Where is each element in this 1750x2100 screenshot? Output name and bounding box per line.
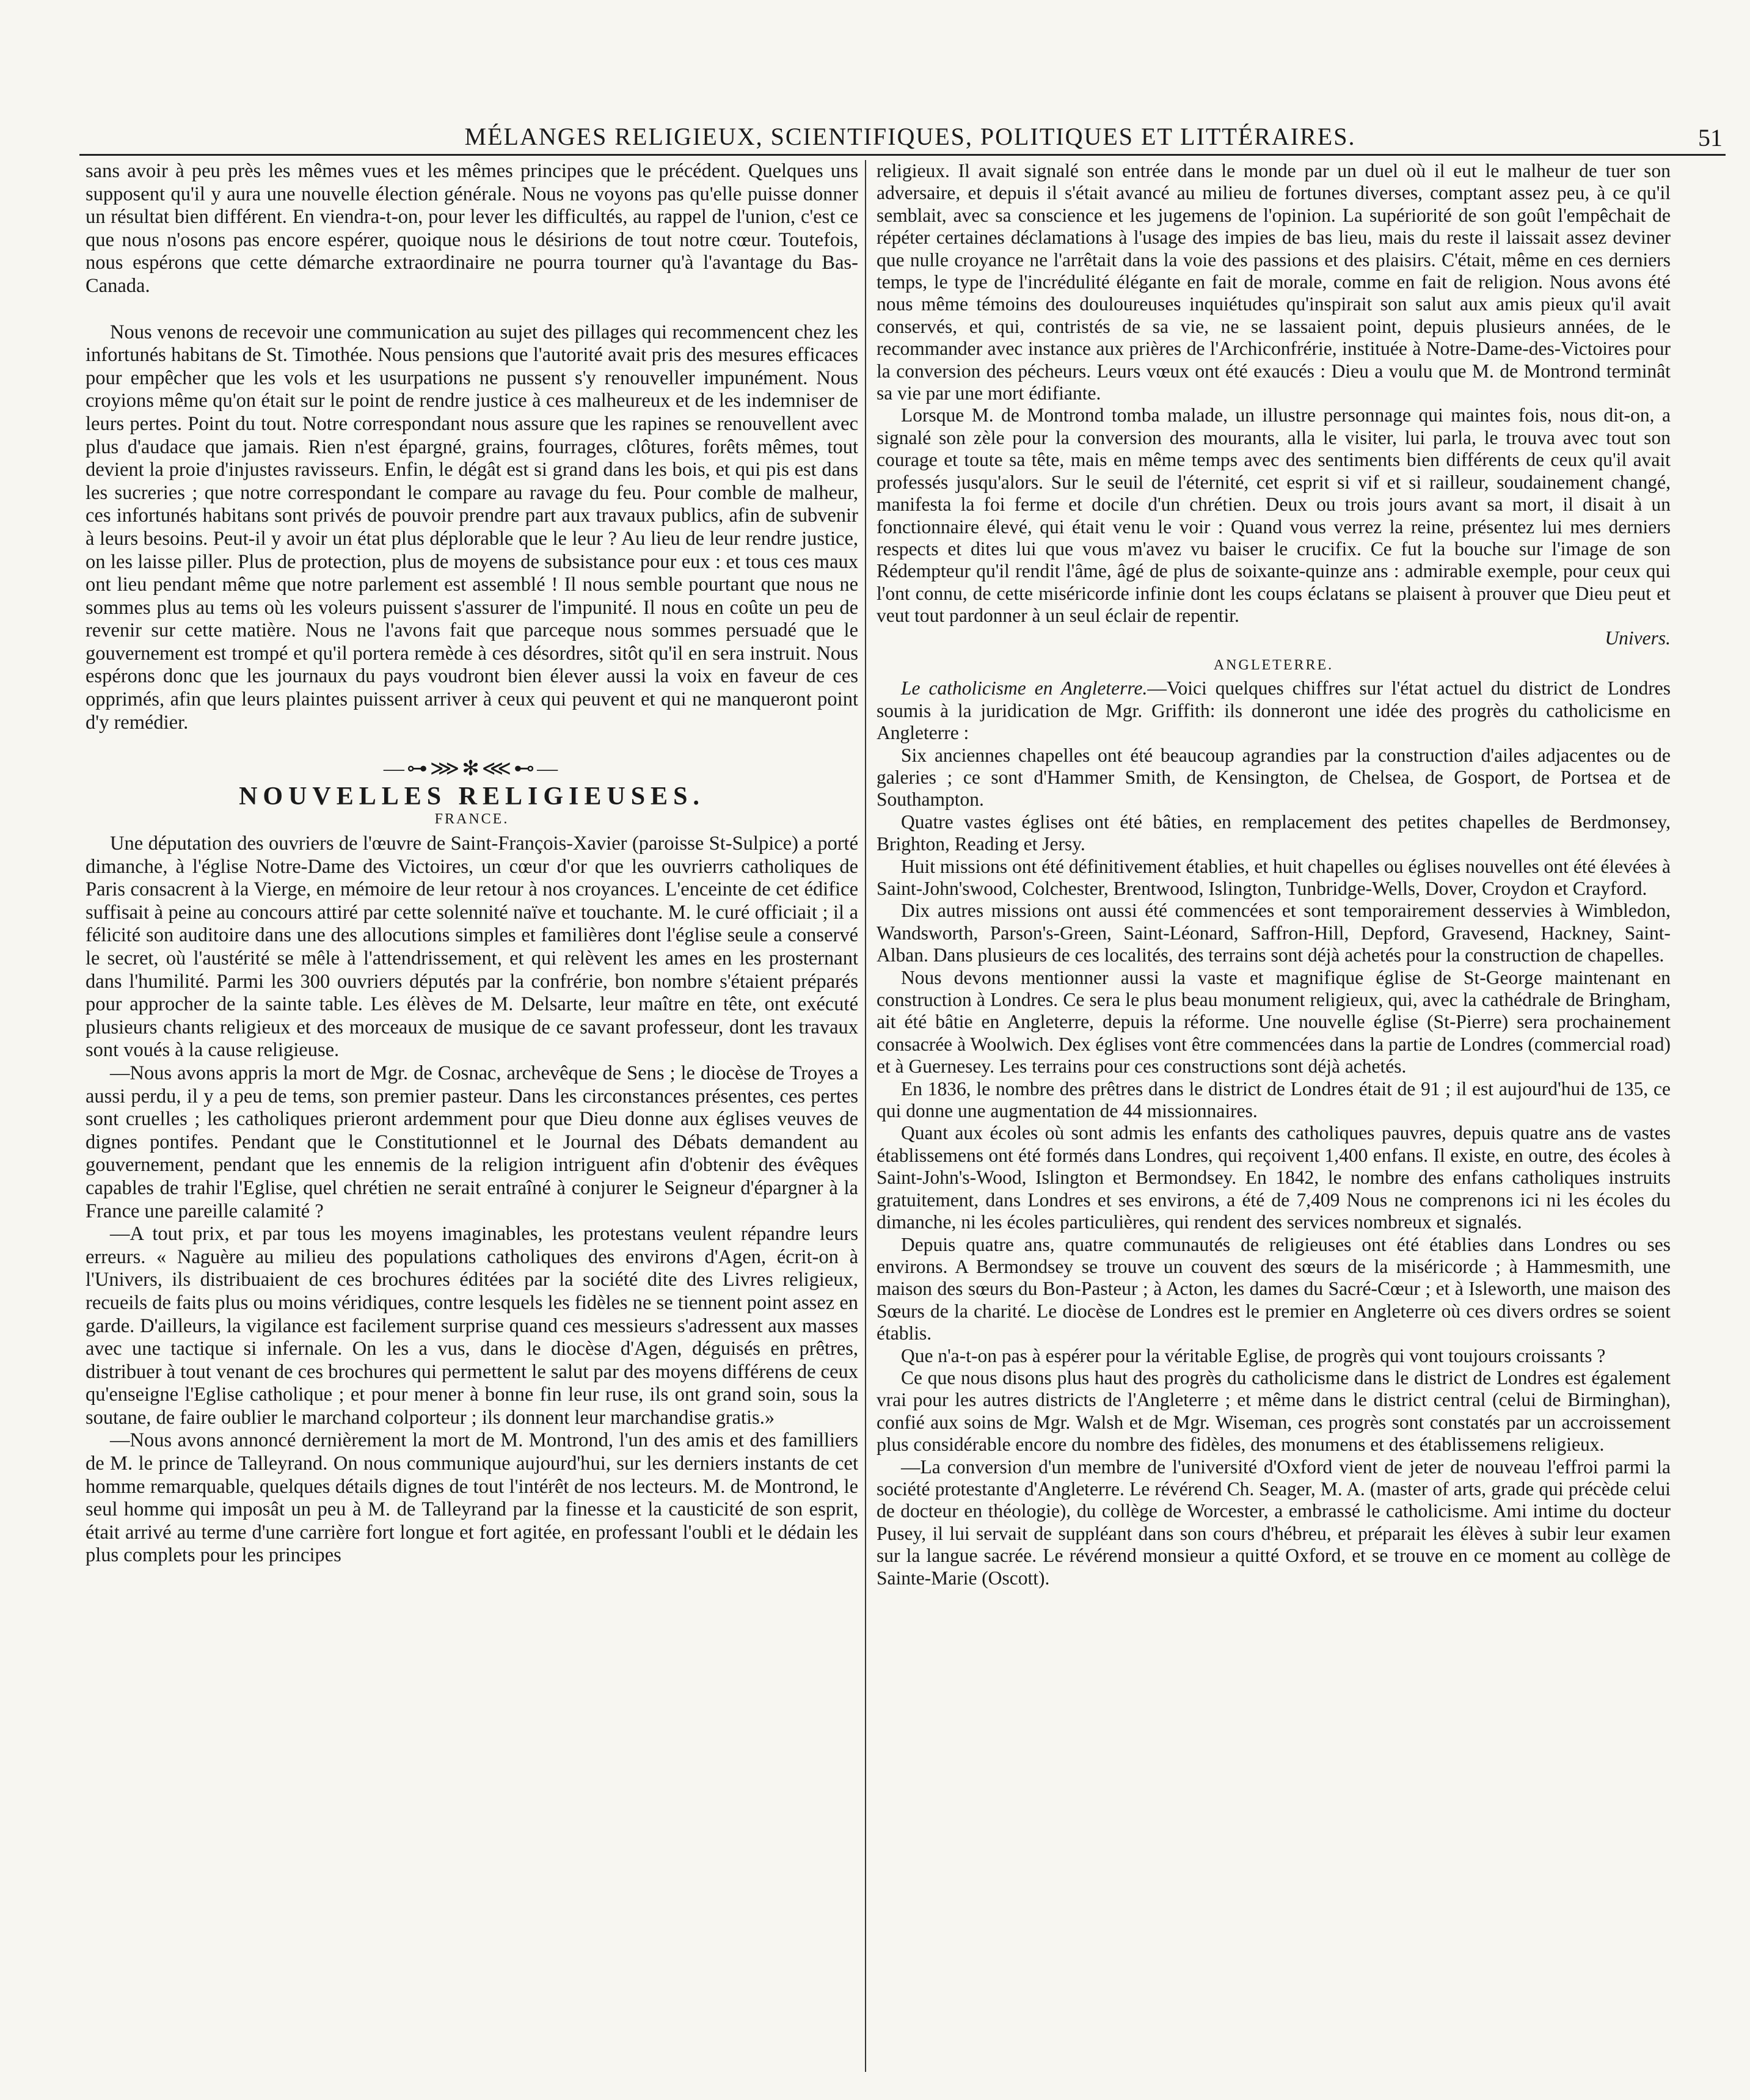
paragraph-esperer: Que n'a-t-on pas à espérer pour la véritable Eglise, de progrès qui vont toujours croissants ?: [901, 1344, 1606, 1366]
paragraph-chapelles: Six anciennes chapelles ont été beaucoup agrandies par la construction d'ailes adjacentes ou de galeries ; ce sont d'Hammer Smith, de Kensington, de Chelsea, de Gosport, de Portsea et de Southampton.: [877, 744, 1671, 811]
paragraph-missions: Huit missions ont été définitivement établies, et huit chapelles ou églises nouvelles ont été élevées à Saint-John'swood, Colchester, Brentwood, Islington, Tunbridge-Wells, Dover, Croydon et Crayford.: [877, 855, 1671, 899]
page-number: 51: [1698, 124, 1723, 151]
paragraph-communautes: Depuis quatre ans, quatre communautés de religieuses ont été établies dans Londres ou ses environs. A Bermondsey se trouve un couvent des sœurs de la miséricorde ; à Hammesmith, une maison des sœurs du Bon-Pasteur ; à Acton, les dames du Sacré-Cœur ; et à Isleworth, une maison des Sœurs de la charité. Le diocèse de Londres est le premier en Angleterre où ces divers ordres se soient établis.: [877, 1233, 1671, 1344]
section-title-nouvelles: NOUVELLES RELIGIEUSES.: [239, 782, 705, 811]
paragraph-deputation: Une députation des ouvriers de l'œuvre de Saint-François-Xavier (paroisse St-Sulpice) a porté dimanche, à l'église Notre-Dame des Victoires, un cœur d'or que les ouvrierrs catholiques de Paris consacrent à la Vierge, en mémoire de leur retour à nos croyances. L'enceinte de cet édifice suffisait à peine au concours attiré par cette solennité naïve et touchante. M. le curé officiait ; il a félicité son auditoire dans une des allocutions simples et familières dont l'église seule a conservé le secret, où l'austérité se mêle à l'attendrissement, et qui relèvent les ames en les prosternant dans l'humilité. Parmi les 300 ouvriers députés par la confrérie, bon nombre s'étaient préparés pour approcher de la sainte table. Les élèves de M. Delsarte, leur maître en tête, ont exécuté plusieurs chants religieux et des morceaux de musique de ce savant professeur, dont les travaux sont voués à la cause religieuse.: [86, 833, 858, 1062]
paragraph-montrond-death: Lorsque M. de Montrond tomba malade, un illustre personnage qui maintes fois, nous dit-on, a signalé son zèle pour la conversion des mourants, alla le visiter, lui parla, le trouva avec tout son courage et toute sa tête, mais en même temps avec des sentiments bien différents de ceux qu'il avait professés jusqu'alors. Sur le seuil de l'éternité, cet esprit si vif et si railleur, soudainement changé, manifesta la foi ferme et docile d'un chrétien. Deux ou trois jours avant sa mort, il disait à un fonctionnaire élevé, qui était venu le voir : Quand vous verrez la reine, présentez lui mes derniers respects et dites lui que vous m'avez vu baiser le crucifix. Ce fut la bouche sur l'image de son Rédempteur qu'il rendit l'âme, âgé de plus de soixante-quinze ans : admirable exemple, pour ceux qui l'ont connu, de cette miséricorde infinie dont les coups éclatans se plaisent à prouver que Dieu peut et veut tout pardonner à un seul éclair de repentir.: [877, 404, 1671, 627]
paragraph-montrond-cont: religieux. Il avait signalé son entrée dans le monde par un duel où il eut le malheur de tuer son adversaire, et depuis il s'était avancé au milieu de fortunes diverses, comptant assez peu, à ce qu'il semblait, avec sa conscience et les jugemens de l'opinion. La supériorité de son goût l'empêchait de répéter certaines déclamations à l'usage des impies de bas lieu, mais du reste il laissait assez deviner que nulle croyance ne l'arrêtait dans la voie des passions et des plaisirs. C'était, même en ces derniers temps, le type de l'incrédulité élégante en fait de morale, comme en fait de religion. Nous avons été nous même témoins des douloureuses inquiétudes qu'inspirait son salut aux amis pieux qu'il avait conservés, et qui, contristés de sa vie, ne se lassaient point, depuis plusieurs années, de le recommander avec instance aux prières de l'Archiconfrérie, instituée à Notre-Dame-des-Victoires pour la conversion des pécheurs. Leurs vœux ont été exaucés : Dieu a voulu que M. de Montrond terminât sa vie par une mort édifiante.: [877, 160, 1671, 404]
header-rule: [79, 154, 1726, 156]
paragraph-oxford: —La conversion d'un membre de l'université d'Oxford vient de jeter de nouveau l'effroi parmi la société protestante d'Angleterre. Le révérend Ch. Seager, M. A. (master of arts, grade qui précède celui de docteur en théologie), du collège de Worcester, a embrassé le catholicisme. Ami intime du docteur Pusey, il lui servait de suppléant dans son cours d'hébreu, et préparait les élèves à subir leur examen sur la langue sacrée. Le révérend monsieur a quitté Oxford, et se trouve en ce moment au collège de Sainte-Marie (Oscott).: [877, 1456, 1671, 1589]
article-title: Le catholicisme en Angleterre.: [901, 677, 1148, 699]
article-intro-text: —Voici quelques chiffres sur l'état actuel du district de Londres soumis à la juridication de Mgr. Griffith: ils donneront une idée des progrès du catholicisme en Angleterre :: [877, 677, 1671, 744]
left-column: [86, 160, 858, 2072]
paragraph-protestans: —A tout prix, et par tous les moyens imaginables, les protestans veulent répandre leurs erreurs. « Naguère au milieu des populations catholiques des environs d'Agen, écrit-on à l'Univers, ils distribuaient de ces brochures éditées par la société dite des Livres religieux, recueils de faits plus ou moins véridiques, contre lesquels les fidèles ne se tiennent point assez en garde. D'ailleurs, la vigilance est facilement surprise quand ces messieurs s'adressent aux masses avec une tactique si infernale. On les a vus, dans le diocèse d'Agen, déguisés en prêtres, distribuer à tout venant de ces brochures qui permettent le salut par des moyens différens de ceux qu'enseigne l'Eglise catholique ; et pour mener à bonne fin leur ruse, ils ont grand soin, sous la soutane, de faire oublier le marchand colporteur ; ils donnent leur marchandise gratis.»: [86, 1223, 858, 1429]
ornament-divider: —⊶⋙✻⋘⊷—: [383, 757, 561, 781]
column-divider: [865, 160, 866, 2072]
paragraph-ecoles: Quant aux écoles où sont admis les enfants des catholiques pauvres, depuis quatre ans de vastes établissemens ont été formés dans Londres, qui reçoivent 1,400 enfans. Il existe, en outre, des écoles à Saint-John's-Wood, Islington et Bermondsey. En 1842, le nombre des enfans catholiques instruits gratuitement, dans Londres et ses environs, a été de 7,409 Nous ne comprenons ici ni les écoles du dimanche, ni les écoles particulières, qui rendent des services nombreux et signalés.: [877, 1122, 1671, 1233]
section-subtitle-angleterre: ANGLETERRE.: [1213, 657, 1334, 673]
source-signature: Univers.: [1605, 627, 1671, 649]
paragraph-catholicisme-intro: [877, 677, 1671, 744]
paragraph-eglises: Quatre vastes églises ont été bâties, en remplacement des petites chapelles de Berdmonsey, Brighton, Reading et Jersy.: [877, 811, 1671, 855]
right-column: [877, 160, 1671, 2072]
paragraph-st-george: Nous devons mentionner aussi la vaste et magnifique église de St-George maintenant en construction à Londres. Ce sera le plus beau monument religieux, qui, avec la cathédrale de Bringham, ait été bâtie en Angleterre, depuis la réforme. Une nouvelle église (St-Pierre) sera prochainement consacrée à Woolwich. Dex églises vont être commencées dans la partie de Londres (commercial road) et à Guernesey. Les terrains pour ces constructions sont déjà achetés.: [877, 966, 1671, 1077]
running-title: MÉLANGES RELIGIEUX, SCIENTIFIQUES, POLITIQUES ET LITTÉRAIRES.: [464, 123, 1356, 150]
paragraph-autres-missions: Dix autres missions ont aussi été commencées et sont temporairement desservies à Wimbledon, Wandsworth, Parson's-Green, Saint-Léonard, Saffron-Hill, Depford, Gravesend, Hackney, Saint-Alban. Dans plusieurs de ces localités, des terrains sont déjà achetés pour la construction de chapelles.: [877, 900, 1671, 966]
paragraph-st-timothee: Nous venons de recevoir une communication au sujet des pillages qui recommencent chez les infortunés habitans de St. Timothée. Nous pensions que l'autorité avait pris des mesures efficaces pour empêcher que les vols et les usurpations ne pussent s'y renouveller impunément. Nous croyions même qu'on était sur le point de rendre justice à ces malheureux et de les indemniser de leurs pertes. Point du tout. Notre correspondant nous assure que les rapines se renouvellent avec plus d'audace que jamais. Rien n'est épargné, grains, fourrages, clôtures, forêts mêmes, tout devient la proie d'injustes ravisseurs. Enfin, le dégât est si grand dans les bois, et qui pis est dans les sucreries ; que notre correspondant le compare au ravage du feu. Pour comble de malheur, ces infortunés habitans sont privés de pouvoir prendre part aux travaux publics, afin de subvenir à leurs besoins. Peut-il y avoir un état plus déplorable que le leur ? Au lieu de leur rendre justice, on les laisse piller. Plus de protection, plus de moyens de subsistance pour eux : et tous ces maux ont lieu pendant même que notre parlement est assemblé ! Il nous semble pourtant que nous ne sommes plus au tems où les voleurs puissent s'assurer de l'impunité. Il nous en coûte un peu de revenir sur cette matière. Nous ne l'avons fait que parceque nous sommes persuadé que le gouvernement est trompé et qu'il portera remède à ces désordres, sitôt qu'il en sera instruit. Nous espérons donc que les journaux du pays voudront bien élever aussi la voix en faveur de ces opprimés, afin que leurs plaintes puissent arriver à ceux qui peuvent et qui ne manqueront point d'y remédier.: [86, 321, 858, 734]
paragraph-canada-election: sans avoir à peu près les mêmes vues et les mêmes principes que le précédent. Quelques uns supposent qu'il y aura une nouvelle élection générale. Nous ne voyons pas qu'elle puisse donner un résultat bien différent. En viendra-t-on, pour lever les difficultés, au rappel de l'union, c'est ce que nous n'osons pas encore espérer, quoique nous le désirions de tout notre cœur. Toutefois, nous espérons que cette démarche extraordinaire ne pourra tourner qu'à l'avantage du Bas-Canada.: [86, 160, 858, 297]
paragraph-montrond: —Nous avons annoncé dernièrement la mort de M. Montrond, l'un des amis et des familliers de M. le prince de Talleyrand. On nous communique aujourd'hui, sur les derniers instants de cet homme remarquable, quelques détails dignes de tout l'intérêt de nos lecteurs. M. de Montrond, le seul homme qui imposât un peu à M. de Talleyrand par la finesse et la causticité de son esprit, était arrivé au terme d'une carrière fort longue et fort agitée, en professant l'oubli et le dédain les plus complets pour les principes: [86, 1429, 858, 1567]
section-subtitle-france: FRANCE.: [434, 811, 509, 828]
paragraph-districts: Ce que nous disons plus haut des progrès du catholicisme dans le district de Londres est également vrai pour les autres districts de l'Angleterre ; et même dans le district central (celui de Birminghan), confié aux soins de Mgr. Walsh et de Mgr. Wiseman, ces progrès sont constatés par un accroissement plus considérable encore du nombre des fidèles, des monumens et des établissemens religieux.: [877, 1366, 1671, 1456]
paragraph-pretres: En 1836, le nombre des prêtres dans le district de Londres était de 91 ; il est aujourd'hui de 135, ce qui donne une augmentation de 44 missionnaires.: [877, 1077, 1671, 1122]
paragraph-cosnac: —Nous avons appris la mort de Mgr. de Cosnac, archevêque de Sens ; le diocèse de Troyes a aussi perdu, il y a peu de tems, son premier pasteur. Dans les circonstances présentes, ces pertes sont cruelles ; les catholiques prieront ardemment pour que Dieu donne aux églises veuves de dignes pontifes. Pendant que le Constitutionnel et le Journal des Débats demandent au gouvernement, pendant que les ennemis de la religion intriguent afin d'obtenir des évêques capables de trahir l'Eglise, quel chrétien ne serait entraîné à conjurer le Seigneur d'épargner à la France une pareille calamité ?: [86, 1062, 858, 1222]
